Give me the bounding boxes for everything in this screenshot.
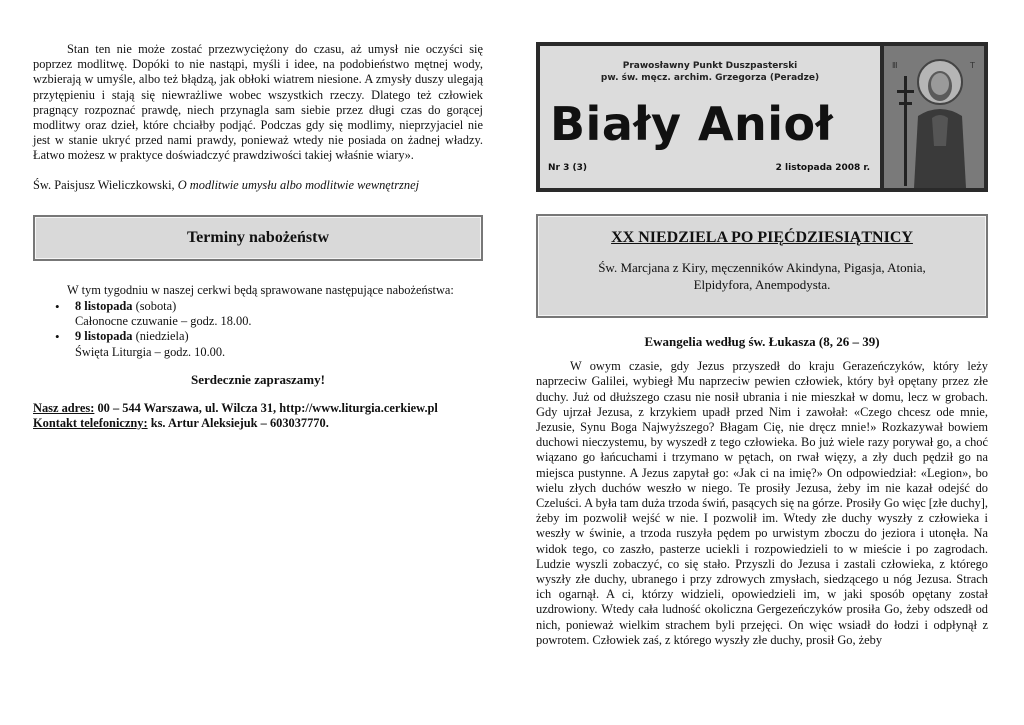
left-page [33,42,483,431]
service-detail: Całonocne czuwanie – godz. 18.00. [75,314,252,329]
saint-icon-image [884,46,984,188]
address-line [33,401,483,416]
contact-block [33,401,483,431]
services-list [33,299,483,360]
service-item [75,299,483,329]
phone-line [33,416,483,431]
right-page [536,42,988,648]
sunday-saints: Św. Marcjana z Kiry, męczenników Akindyna, Pigasja, Atonia, Elpidyfora, Anempodysta. [598,260,926,293]
masthead-subtitle-line-1: Prawosławny Punkt Duszpasterski [622,61,798,71]
gospel-heading: Ewangelia według św. Łukasza (8, 26 – 39) [644,334,880,349]
address-label: Nasz adres: [33,401,95,416]
phone-value: ks. Artur Aleksiejuk – 603037770. [150,416,329,431]
invitation: Serdecznie zapraszamy! [191,371,325,387]
sunday-title: XX NIEDZIELA PO PIĘĆDZIESIĄTNICY [611,229,913,246]
service-day: (sobota) [135,299,177,314]
service-item [75,329,483,359]
svg-text:Ⅲ: Ⅲ [892,61,898,70]
service-date: 8 listopada [75,299,133,314]
masthead-main [540,46,880,188]
newsletter-title: Biały Anioł [550,97,834,151]
services-title-box [33,215,483,261]
quote-paragraph: Stan ten nie może zostać przezwyciężony do czasu, aż umysł nie oczyści się poprzez modlitwę. Dopóki to nie nastąpi, myśli i idee, na podobieństwo mętnej wody, wzbierają w umyśle, albo też błądzą, jak obłoki wiatrem niesione. A zmysły duszy ulegają przytępieniu i stają się niewrażliwe wobec wszystkich rzeczy. Dlatego też człowiek pragnący rozpoznać prawdę, niech przynagla sam siebie przez długi czas do gorącej modlitwy oraz dzieł, które chciałby podjąć. Podczas gdy się modlimy, nieprzyjaciel nie jest w stanie ukryć przed nami prawdy, ponieważ wtedy nie posiada on żadnej władzy. Łatwo możesz w praktyce doświadczyć prawdziwości takiej właśnie wiary». [33,42,483,163]
service-day: (niedziela) [135,329,189,344]
services-intro: W tym tygodniu w naszej cerkwi będą sprawowane następujące nabożeństwa: [67,282,454,297]
masthead [536,42,988,192]
services-title: Terminy nabożeństw [186,229,330,247]
address-value: 00 – 544 Warszawa, ul. Wilcza 31, http://www.liturgia.cerkiew.pl [97,401,438,416]
service-detail: Święta Liturgia – godz. 10.00. [75,344,226,359]
phone-label: Kontakt telefoniczny: [33,416,148,431]
sunday-box [536,214,988,318]
masthead-subtitle-line-2: pw. św. męcz. archim. Grzegorza (Peradze) [600,73,820,83]
issue-number: Nr 3 (3) [548,162,587,173]
quote-source-title: O modlitwie umysłu albo modlitwie wewnętrznej [177,177,420,192]
issue-date: 2 listopada 2008 r. [775,162,870,173]
gospel-text: W owym czasie, gdy Jezus przyszedł do kraju Gerazeńczyków, który leży naprzeciw Galilei, wybiegł Mu naprzeciw pewien człowiek, który był opętany przez złe duchy. Już od dłuższego czasu nie nosił ubrania i nie mieszkał w domu, lecz w grobach. Gdy ujrzał Jezusa, z krzykiem upadł przed Nim i zawołał: «Czego chcesz ode mnie, Jezusie, Synu Boga Najwyższego? Błagam Cię, nie dręcz mnie!» Rozkazywał bowiem duchowi nieczystemu, by wyszedł z tego człowieka. Bo już wiele razy porywał go, a choć wiązano go łańcuchami i trzymano w pętach, on rwał więzy, a zły duch pędził go na miejsca pustynne. A Jezus zapytał go: «Jak ci na imię?» On odpowiedział: «Legion», bo wielu złych duchów weszło w niego. Te prosiły Jezusa, żeby im nie kazał odejść do Czeluści. A była tam duża trzoda świń, pasących się na górze. Prosiły Go więc [złe duchy], żeby im pozwolił wejść w nie. I pozwolił im. Wtedy złe duchy wyszły z człowieka i weszły w świnie, a trzoda ruszyła pędem po urwistym zboczu do jeziora i utonęła. Na widok tego, co zaszło, pasterze uciekli i rozpowiedzieli to w mieście i po zagrodach. Ludzie wyszli zobaczyć, co się stało. Przyszli do Jezusa i zastali człowieka, z którego wyszły złe duchy, ubranego i przy zdrowych zmysłach, siedzącego u nóg Jezusa. Strach ich ogarnął. A ci, którzy widzieli, opowiedzieli im, w jaki sposób opętany został uzdrowiony. Wtedy cała ludność okoliczna Gergezeńczyków prosiła Go, żeby odszedł od nich, ponieważ wielkim strachem byli przejęci. On więc wsiadł do łodzi i odpłynął z powrotem. Człowiek zaś, z którego wyszły złe duchy, prosił Go, żeby [536,359,988,647]
masthead-subtitle [540,60,880,84]
quote-source [33,178,483,193]
service-date: 9 listopada [75,329,133,344]
svg-text:Т: Т [970,61,975,70]
quote-source-author: Św. Paisjusz Wieliczkowski, [33,177,175,192]
